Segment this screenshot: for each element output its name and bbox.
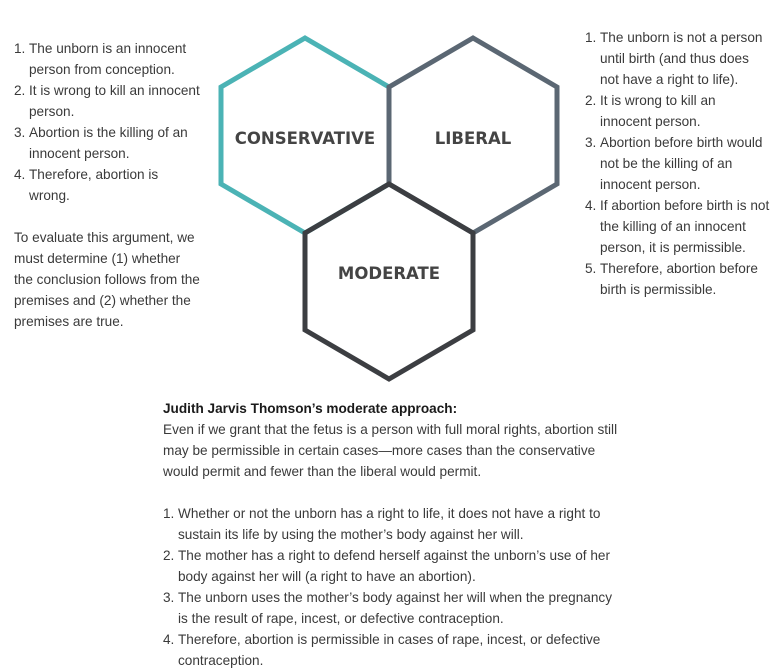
moderate-approach-title: Judith Jarvis Thomson’s moderate approach: — [163, 401, 458, 416]
moderate-approach-intro: Even if we grant that the fetus is a person with full moral rights, abortion still may be permissible in certain cases—more cases than the conservative would permit and fewer than the liberal would permit. — [163, 422, 618, 479]
list-item: 1. The unborn is not a person until birth (and thus does not have a right to life). — [585, 30, 763, 87]
liberal-premise-list — [585, 27, 770, 300]
list-item: 1. Whether or not the unborn has a right to life, it does not have a right to sustain its life by using the mother’s body against her will. — [163, 506, 601, 542]
list-item: 3. Abortion before birth would not be the killing of an innocent person. — [585, 135, 763, 192]
list-item: 1. The unborn is an innocent person from conception. — [14, 41, 187, 77]
list-item: 3. Abortion is the killing of an innocent person. — [14, 125, 188, 161]
list-item: 2. The mother has a right to defend herself against the unborn’s use of her body against her will (a right to have an abortion). — [163, 548, 610, 584]
moderate-premise-list — [163, 503, 623, 671]
list-item: 4. Therefore, abortion is permissible in cases of rape, incest, or defective contraception. — [163, 632, 601, 668]
moderate-label: MODERATE — [337, 264, 441, 283]
list-item: 2. It is wrong to kill an innocent person. — [585, 93, 716, 129]
list-item: 4. Therefore, abortion is wrong. — [14, 167, 159, 203]
list-item: 2. It is wrong to kill an innocent person. — [14, 83, 200, 119]
list-item: 3. The unborn uses the mother’s body against her will when the pregnancy is the result of rape, incest, or defective contraception. — [163, 590, 613, 626]
evaluation-note: To evaluate this argument, we must determine (1) whether the conclusion follows from the premises and (2) whether the premises are true. — [14, 230, 200, 329]
list-item: 4. If abortion before birth is not the killing of an innocent person, it is permissible. — [585, 198, 770, 255]
conservative-label: CONSERVATIVE — [234, 129, 376, 148]
list-item: 5. Therefore, abortion before birth is permissible. — [585, 261, 758, 297]
liberal-label: LIBERAL — [434, 129, 512, 148]
moderate-approach — [163, 398, 623, 671]
liberal-argument — [585, 27, 770, 300]
